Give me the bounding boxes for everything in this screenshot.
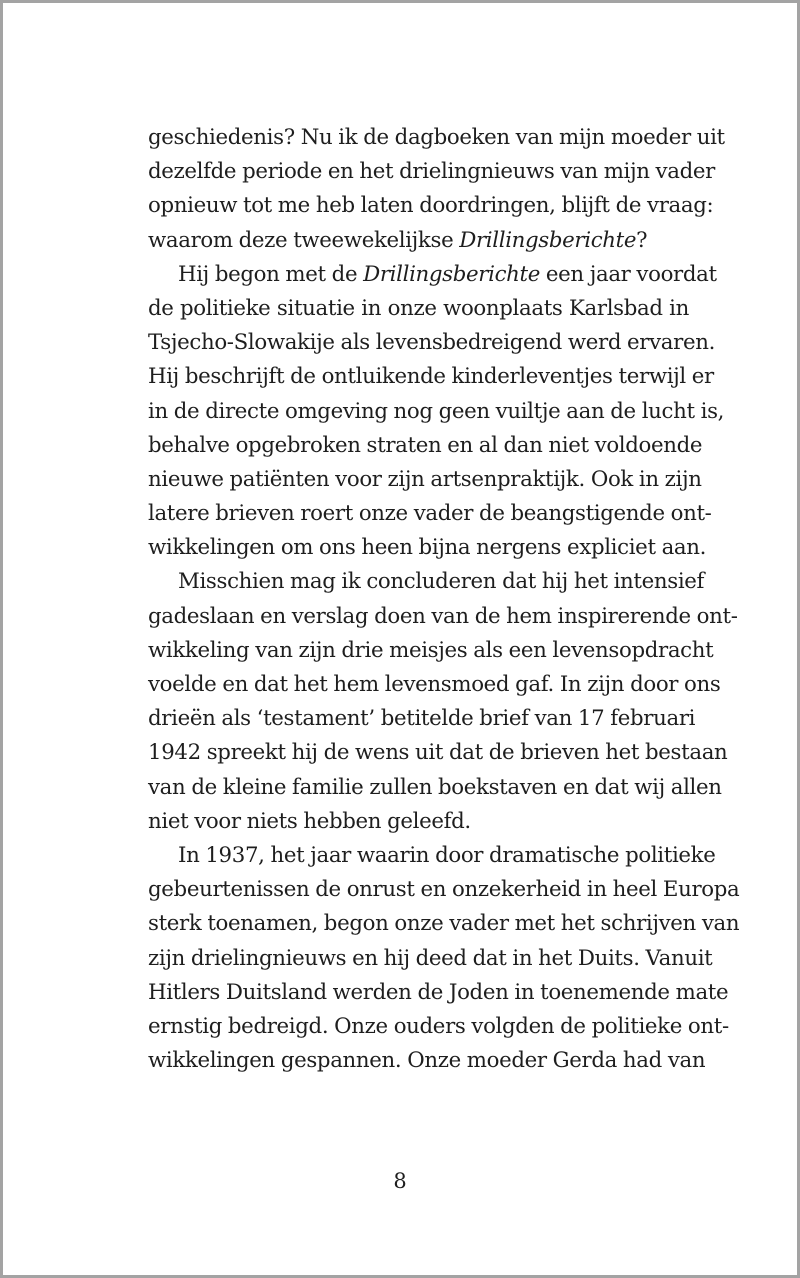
body-text <box>148 121 740 1078</box>
book-page <box>3 3 797 1275</box>
text-line: niet voor niets hebben geleefd. <box>148 808 471 834</box>
paragraph <box>148 258 725 566</box>
text-line: dezelfde periode en het drielingnieuws van mijn vader <box>148 159 715 185</box>
text-run: ? <box>636 227 648 253</box>
text-line: Hij beschrijft de ontluikende kinderleventjes terwijl er <box>148 364 714 390</box>
text-line: ernstig bedreigd. Onze ouders volgden de politieke ont- <box>148 1013 729 1039</box>
text-line: gadeslaan en verslag doen van de hem inspirerende ont- <box>148 603 738 629</box>
text-line: de politieke situatie in onze woonplaats Karlsbad in <box>148 295 689 321</box>
text-line: in de directe omgeving nog geen vuiltje aan de lucht is, <box>148 398 725 424</box>
text-run: Hij begon met de <box>178 261 364 287</box>
text-run: waarom deze tweewekelijkse <box>148 227 460 253</box>
page-number: 8 <box>393 1169 407 1193</box>
paragraph <box>148 839 740 1078</box>
paragraph <box>148 565 738 839</box>
italic-title: Drillingsberichte <box>459 227 637 253</box>
text-line: sterk toenamen, begon onze vader met het schrijven van <box>148 911 740 937</box>
text-line: nieuwe patiënten voor zijn artsenpraktijk. Ook in zijn <box>148 466 702 492</box>
text-line: zijn drielingnieuws en hij deed dat in het Duits. Vanuit <box>148 945 713 971</box>
text-line: gebeurtenissen de onrust en onzekerheid in heel Europa <box>148 877 740 903</box>
text-line: wikkelingen gespannen. Onze moeder Gerda had van <box>148 1048 706 1074</box>
text-line: Hitlers Duitsland werden de Joden in toenemende mate <box>148 979 729 1005</box>
paragraph <box>148 121 725 258</box>
text-line <box>148 258 717 292</box>
text-line: Tsjecho-Slowakije als levensbedreigend werd ervaren. <box>148 330 716 356</box>
italic-title: Drillingsberichte <box>363 261 540 287</box>
text-line: voelde en dat het hem levensmoed gaf. In zijn door ons <box>148 672 721 697</box>
text-line: In 1937, het jaar waarin door dramatische politieke <box>178 842 716 868</box>
text-line: 1942 spreekt hij de wens uit dat de brieven het bestaan <box>148 740 728 766</box>
text-line: behalve opgebroken straten en al dan niet voldoende <box>148 432 703 458</box>
text-line: wikkelingen om ons heen bijna nergens expliciet aan. <box>148 535 707 561</box>
text-line: geschiedenis? Nu ik de dagboeken van mijn moeder uit <box>148 125 725 150</box>
text-line <box>148 224 689 258</box>
text-line: latere brieven roert onze vader de beangstigende ont- <box>148 501 712 527</box>
text-line: opnieuw tot me heb laten doordringen, blijft de vraag: <box>148 193 714 219</box>
text-line: Misschien mag ik concluderen dat hij het intensief <box>178 569 705 595</box>
text-line: wikkeling van zijn drie meisjes als een levensopdracht <box>148 637 714 663</box>
text-line: van de kleine familie zullen boekstaven en dat wij allen <box>148 774 722 800</box>
text-run: een jaar voordat <box>540 261 717 287</box>
text-line: drieën als ‘testament’ betitelde brief van 17 februari <box>148 706 696 732</box>
